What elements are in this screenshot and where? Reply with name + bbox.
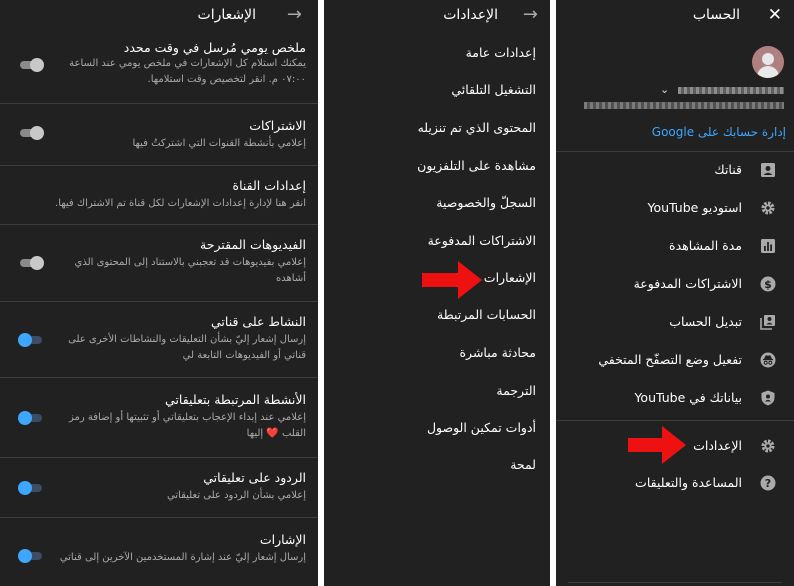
red-arrow-pointer xyxy=(420,260,484,300)
account-panel xyxy=(556,0,794,586)
settings-panel xyxy=(324,0,550,586)
notification-row-subscriptions[interactable]: الاشتراكات إعلامي بأنشطة القنوات التي اشتركتُ فيها xyxy=(0,104,318,166)
gear-icon xyxy=(760,438,776,454)
switch-account-icon xyxy=(760,314,776,330)
daily-digest-toggle[interactable] xyxy=(18,58,44,72)
menu-item-watch-time[interactable]: مدة المشاهدة xyxy=(556,232,794,262)
svg-text:$: $ xyxy=(764,278,772,291)
notification-row-comment-activity[interactable]: الأنشطة المرتبطة بتعليقاتي إعلامي عند إبداء الإعجاب بتعليقاتي أو تثبيتها أو إضافة رمز القلب ❤️ إليها xyxy=(0,378,318,458)
red-arrow-pointer xyxy=(626,425,688,465)
mentions-toggle[interactable] xyxy=(18,549,44,563)
menu-item-help-feedback[interactable]: المساعدة والتعليقات ? xyxy=(556,469,794,499)
menu-item-your-channel[interactable]: قناتك xyxy=(556,156,794,186)
shield-person-icon xyxy=(760,390,776,406)
notification-row-channel-activity[interactable]: النشاط على قناتي إرسال إشعار إليّ بشأن التعليقات والنشاطات الأخرى على قناتي أو الفيديوهات التابعة لي xyxy=(0,302,318,378)
settings-item-about[interactable]: لمحة xyxy=(510,457,536,472)
menu-item-settings[interactable]: الإعدادات xyxy=(556,432,794,462)
close-icon[interactable]: ✕ xyxy=(767,5,782,25)
replies-toggle[interactable] xyxy=(18,481,44,495)
menu-item-paid-subscriptions[interactable]: الاشتراكات المدفوعة $ xyxy=(556,270,794,300)
notification-row-recommended-videos[interactable]: الفيديوهات المقترحة إعلامي بفيديوهات قد تعجبني بالاستناد إلى المحتوى الذي أشاهده xyxy=(0,225,318,302)
notification-row-daily-digest[interactable]: ملخص يومي مُرسل في وقت محدد يمكنك استلام كل الإشعارات في ملخص يومي عند الساعة ٠٧:٠٠ م. انقر لتخصيص وقت استلامها. xyxy=(0,34,318,104)
notification-row-channel-settings[interactable]: إعدادات القناة انقر هنا لإدارة إعدادات الإشعارات لكل قناة تم الاشتراك فيها. xyxy=(0,166,318,225)
manage-google-account-link[interactable]: إدارة حسابك على Google xyxy=(651,125,786,139)
notifications-header xyxy=(0,0,318,34)
recommended-videos-toggle[interactable] xyxy=(18,256,44,270)
settings-item-connected-accounts[interactable]: الحسابات المرتبطة xyxy=(437,307,536,322)
menu-item-your-data[interactable]: بياناتك في YouTube xyxy=(556,384,794,414)
blurred-account-name xyxy=(678,87,784,94)
settings-title: الإعدادات xyxy=(443,7,498,23)
dollar-circle-icon xyxy=(760,276,776,292)
settings-item-captions[interactable]: الترجمة xyxy=(496,383,536,398)
menu-item-youtube-studio[interactable]: استوديو YouTube xyxy=(556,194,794,224)
help-circle-icon xyxy=(760,475,776,491)
person-badge-icon xyxy=(760,162,776,178)
divider xyxy=(568,582,782,583)
bar-chart-icon xyxy=(760,238,776,254)
channel-activity-toggle[interactable] xyxy=(18,333,44,347)
settings-item-general[interactable]: إعدادات عامة xyxy=(465,45,536,60)
settings-item-watch-on-tv[interactable]: مشاهدة على التلفزيون xyxy=(417,158,536,173)
settings-item-accessibility[interactable]: أدوات تمكين الوصول xyxy=(426,420,536,435)
svg-text:?: ? xyxy=(764,477,772,491)
settings-item-downloads[interactable]: المحتوى الذي تم تنزيله xyxy=(417,120,536,135)
back-arrow-icon[interactable]: → xyxy=(286,4,302,25)
account-header xyxy=(556,0,794,34)
settings-item-live-chat[interactable]: محادثة مباشرة xyxy=(459,345,536,360)
settings-header xyxy=(324,0,550,34)
settings-item-history-privacy[interactable]: السجلّ والخصوصية xyxy=(436,195,536,210)
back-arrow-icon[interactable]: → xyxy=(522,4,538,25)
gear-icon xyxy=(760,200,776,216)
notifications-panel xyxy=(0,0,318,586)
subscriptions-toggle[interactable] xyxy=(18,126,44,140)
settings-item-autoplay[interactable]: التشغيل التلقائي xyxy=(451,82,536,97)
notification-row-mentions[interactable]: الإشارات إرسال إشعار إليّ عند إشارة المستخدمين الآخرين إلى قناتي xyxy=(0,518,318,586)
chevron-down-icon[interactable]: ⌄ xyxy=(660,83,670,96)
settings-item-paid-subscriptions[interactable]: الاشتراكات المدفوعة xyxy=(427,233,536,248)
divider xyxy=(556,151,794,152)
notification-row-replies[interactable]: الردود على تعليقاتي إعلامي بشأن الردود على تعليقاتي xyxy=(0,458,318,518)
settings-item-notifications[interactable]: الإشعارات xyxy=(483,270,536,285)
menu-item-incognito[interactable]: تفعيل وضع التصفّح المتخفي xyxy=(556,346,794,376)
blurred-account-email xyxy=(584,102,784,109)
comment-activity-toggle[interactable] xyxy=(18,411,44,425)
notifications-title: الإشعارات xyxy=(197,7,256,23)
menu-item-switch-account[interactable]: تبديل الحساب xyxy=(556,308,794,338)
divider xyxy=(556,420,794,421)
incognito-icon xyxy=(760,352,776,368)
account-title: الحساب xyxy=(692,7,740,23)
avatar[interactable] xyxy=(752,46,784,78)
